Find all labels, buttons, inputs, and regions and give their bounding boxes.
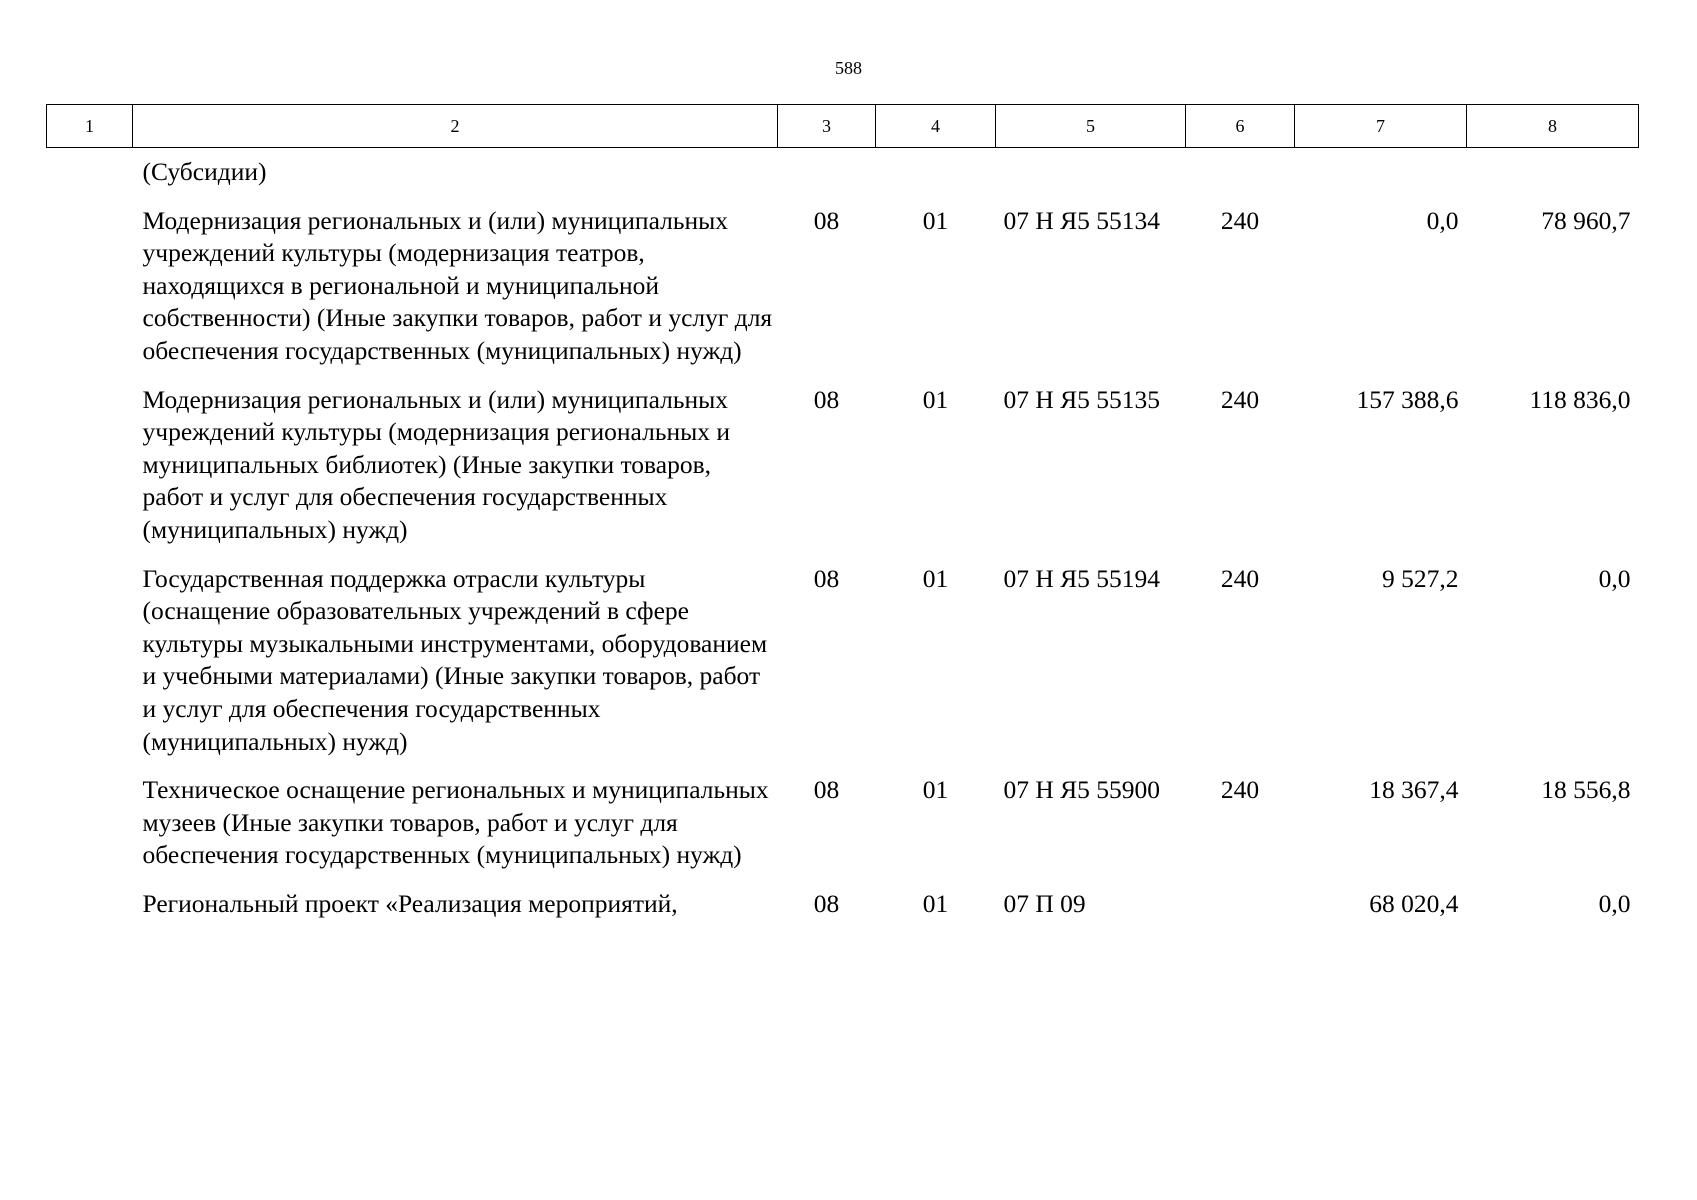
table-row: [47, 189, 1639, 368]
table-row: [47, 148, 1639, 189]
table-header: [47, 105, 1639, 148]
header-col-4: 4: [876, 105, 996, 148]
row-amount-8: 78 960,7: [1541, 205, 1631, 235]
row-amount-8: [1467, 148, 1639, 189]
row-name: Модернизация региональных и (или) муниципальных учреждений культуры (модернизация региональных и муниципальных библиотек) (Иные закупки товаров, работ и услуг для обеспечения государственных (муниципальных) нужд): [142, 384, 731, 544]
row-amount-7: [1295, 148, 1467, 189]
row-csr: 07 Н Я5 55900: [1003, 775, 1161, 805]
row-vr: 240: [1220, 205, 1260, 235]
row-amount-7: 68 020,4: [1369, 888, 1459, 918]
row-section: 08: [813, 775, 840, 805]
table-row: [47, 872, 1639, 921]
row-amount-8: 0,0: [1598, 563, 1631, 593]
row-col1: [47, 368, 133, 547]
row-amount-7: 18 367,4: [1369, 775, 1459, 805]
row-vr: [1186, 148, 1295, 189]
row-subsection: [876, 148, 996, 189]
row-subsection: 01: [922, 888, 949, 918]
row-amount-7: 9 527,2: [1382, 563, 1459, 593]
row-col1: [47, 872, 133, 921]
header-col-2: 2: [133, 105, 778, 148]
page-number: 588: [835, 58, 862, 78]
header-col-6: 6: [1186, 105, 1295, 148]
header-col-7: 7: [1295, 105, 1467, 148]
table-row: [47, 368, 1639, 547]
row-subsection: 01: [922, 563, 949, 593]
header-col-3: 3: [778, 105, 876, 148]
row-col1: [47, 547, 133, 759]
row-amount-8: 0,0: [1598, 888, 1631, 918]
table-row: [47, 547, 1639, 759]
budget-table: [46, 104, 1639, 920]
row-csr: 07 Н Я5 55135: [1003, 384, 1161, 414]
row-col1: [47, 189, 133, 368]
header-col-5: 5: [996, 105, 1186, 148]
row-section: 08: [813, 205, 840, 235]
row-amount-8: 118 836,0: [1529, 384, 1631, 414]
header-row: [47, 105, 1639, 148]
row-amount-8: 18 556,8: [1541, 775, 1631, 805]
row-name: Государственная поддержка отрасли культуры (оснащение образовательных учреждений в сфере культуры музыкальными инструментами, оборудованием и учебными материалами) (Иные закупки товаров, работ и услуг для обеспечения государственных (муниципальных) нужд): [142, 563, 768, 756]
row-name: Модернизация региональных и (или) муниципальных учреждений культуры (модернизация театров, находящихся в региональной и муниципальной собственности) (Иные закупки товаров, работ и услуг для обеспечения государственных (муниципальных) нужд): [142, 205, 773, 365]
row-csr: 07 П 09: [1003, 888, 1086, 918]
row-name: (Субсидии): [142, 157, 267, 186]
row-amount-7: 0,0: [1426, 205, 1459, 235]
row-vr: 240: [1220, 563, 1260, 593]
row-name: Региональный проект «Реализация мероприятий,: [142, 888, 678, 918]
header-col-8: 8: [1467, 105, 1639, 148]
row-csr: 07 Н Я5 55194: [1003, 563, 1161, 593]
row-col1: [47, 758, 133, 872]
row-csr: 07 Н Я5 55134: [1003, 205, 1161, 235]
row-csr: [996, 148, 1186, 189]
row-section: 08: [813, 563, 840, 593]
row-vr: 240: [1220, 384, 1260, 414]
header-col-1: 1: [47, 105, 133, 148]
table-row: [47, 758, 1639, 872]
row-subsection: 01: [922, 775, 949, 805]
row-section: 08: [813, 384, 840, 414]
row-subsection: 01: [922, 384, 949, 414]
row-vr: [1186, 872, 1295, 921]
table-body: [47, 148, 1639, 921]
row-col1: [47, 148, 133, 189]
row-section: 08: [813, 888, 840, 918]
row-vr: 240: [1220, 775, 1260, 805]
row-name: Техническое оснащение региональных и муниципальных музеев (Иные закупки товаров, работ и услуг для обеспечения государственных (муниципальных) нужд): [142, 775, 769, 870]
row-amount-7: 157 388,6: [1356, 384, 1459, 414]
row-subsection: 01: [922, 205, 949, 235]
row-section: [778, 148, 876, 189]
